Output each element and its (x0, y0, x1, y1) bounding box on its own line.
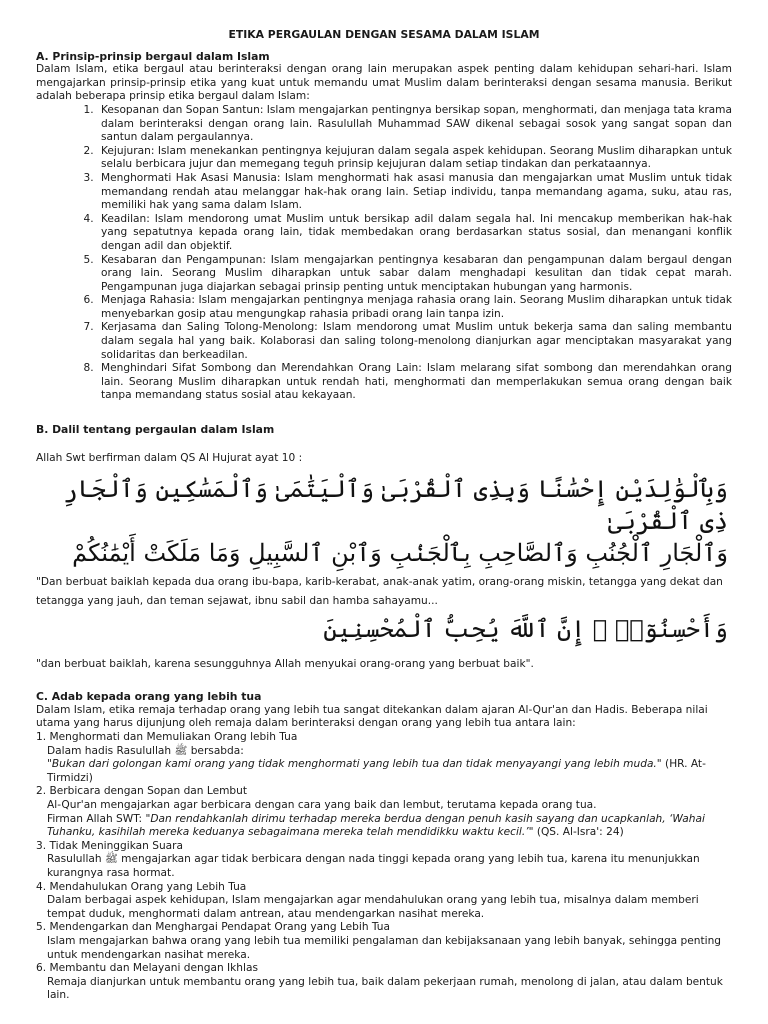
arabic-verse-1-line-1: وَبِٱلْوَٰلِدَيْنِ إِحْسَٰنًا وَبِذِى ٱلْقُرْبَىٰ وَٱلْيَتَٰمَىٰ وَٱلْمَسَٰكِينِ وَٱلْجَارِ ذِى ٱلْقُرْبَىٰ (63, 475, 728, 536)
section-b (36, 423, 732, 674)
principle-item: 4. Keadilan: Islam mendorong umat Muslim untuk bersikap adil dalam segala hal. Ini mencakup memberikan hak-hak yang sepatutnya kepada orang lain, tidak membedakan orang berdasarkan status sosial, dan menangani konflik dengan adil dan objektif. (97, 213, 732, 254)
principle-item: 3. Menghormati Hak Asasi Manusia: Islam menghormati hak asasi manusia dan mengajarkan umat Muslim untuk tidak memandang rendah atau melanggar hak-hak orang lain. Setiap individu, tanpa memandang agama, suku, atau ras, memiliki hak yang sama dalam Islam. (97, 172, 732, 213)
adab-item-text: Remaja dianjurkan untuk membantu orang yang lebih tua, baik dalam pekerjaan rumah, menolong di jalan, atau dalam bentuk lain. (47, 975, 723, 1002)
adab-item-quote-line (36, 758, 732, 785)
section-c-heading: C. Adab kepada orang yang lebih tua (36, 690, 262, 704)
adab-item-text: Al-Qur'an mengajarkan agar berbicara dengan cara yang baik dan lembut, terutama kepada orang tua. (47, 798, 597, 811)
verse-intro: Allah Swt berfirman dalam QS Al Hujurat ayat 10 : (36, 451, 303, 464)
adab-item-text: Dalam hadis Rasulullah ﷺ bersabda: (47, 744, 244, 757)
arabic-verse-1-line-2: وَٱلْجَارِ ٱلْجُنُبِ وَٱلصَّاحِبِ بِٱلْجَنۢبِ وَٱبْنِ ٱلسَّبِيلِ وَمَا مَلَكَتْ أَيْمَٰنُكُمْ (72, 539, 728, 568)
adab-item-text: Rasulullah ﷺ mengajarkan agar tidak berbicara dengan nada tinggi kepada orang yang lebih tua, karena itu menunjukkan kurangnya rasa hormat. (47, 853, 700, 879)
adab-item-text: Islam mengajarkan bahwa orang yang lebih tua memiliki pengalaman dan kebijaksanaan yang lebih banyak, sehingga penting untuk mendengarkan nasihat mereka. (47, 934, 722, 961)
principle-item: 7. Kerjasama dan Saling Tolong-Menolong: Islam mendorong umat Muslim untuk bekerja sama dan saling membantu dalam segala hal yang baik. Kolaborasi dan saling tolong-menolong dianjurkan agar menciptakan masyarakat yang solidaritas dan berkeadilan. (97, 321, 732, 362)
section-b-heading: B. Dalil tentang pergaulan dalam Islam (36, 423, 275, 437)
principle-item: 6. Menjaga Rahasia: Islam mengajarkan pentingnya menjaga rahasia orang lain. Seorang Muslim diharapkan untuk tidak menyebarkan gosip atau mengungkap rahasia pribadi orang lain tanpa izin. (97, 294, 732, 321)
section-c-intro: Dalam Islam, etika remaja terhadap orang yang lebih tua sangat ditekankan dalam ajaran Al-Qur'an dan Hadis. Beberapa nilai utama yang harus dijunjung oleh remaja dalam berinteraksi dengan orang yang lebih tua antara lain: (36, 703, 708, 730)
adab-item-heading: 6. Membantu dan Melayani dengan Ikhlas (36, 962, 258, 975)
arabic-verse-2: وَأَحْسِنُوٓا۟ ۛ إِنَّ ٱللَّهَ يُحِبُّ ٱلْمُحْسِنِينَ (323, 615, 728, 644)
adab-item-6 (36, 962, 732, 1003)
verse-translation-1: "Dan berbuat baiklah kepada dua orang ibu-bapa, karib-kerabat, anak-anak yatim, orang-orang miskin, tetangga yang dekat dan tetangga yang jauh, dan teman sejawat, ibnu sabil dan hamba sahayamu... (36, 576, 723, 608)
adab-item-5 (36, 921, 732, 962)
principle-item: 8. Menghindari Sifat Sombong dan Merendahkan Orang Lain: Islam melarang sifat sombong dan merendahkan orang lain. Seorang Muslim diharapkan untuk rendah hati, menghormati dan memperlakukan semua orang dengan baik tanpa memandang status sosial atau kekayaan. (97, 362, 732, 403)
verse-source: (QS. Al-Isra': 24) (533, 826, 624, 839)
adab-item-heading: 4. Mendahulukan Orang yang Lebih Tua (36, 880, 247, 893)
adab-item-1 (36, 731, 732, 785)
arabic-verse-1 (36, 473, 728, 569)
principle-item: 1. Kesopanan dan Sopan Santun: Islam mengajarkan pentingnya bersikap sopan, menghormati, dan menjaga tata krama dalam berinteraksi dengan orang lain. Rasulullah Muhammad SAW dikenal sebagai sosok yang sangat sopan dan santun dalam pergaulannya. (97, 104, 732, 145)
adab-item-4 (36, 881, 732, 922)
hadith-source: (HR. At-Tirmidzi) (47, 758, 706, 784)
section-a-heading: A. Prinsip-prinsip bergaul dalam Islam (36, 49, 270, 63)
principles-list (36, 104, 732, 403)
adab-item-text: Dalam berbagai aspek kehidupan, Islam mengajarkan agar mendahulukan orang yang lebih tua, misalnya dalam memberi tempat duduk, menghormati dalam antrean, atau mendengarkan nasihat mereka. (47, 894, 699, 920)
adab-item-quote-line (36, 813, 732, 840)
section-c (36, 690, 732, 1003)
adab-item-2 (36, 785, 732, 839)
adab-item-heading: 2. Berbicara dengan Sopan dan Lembut (36, 785, 248, 798)
adab-item-3 (36, 840, 732, 881)
document-title: ETIKA PERGAULAN DENGAN SESAMA DALAM ISLAM (228, 28, 540, 41)
adab-item-heading: 5. Mendengarkan dan Menghargai Pendapat Orang yang Lebih Tua (36, 921, 390, 934)
section-a (36, 50, 732, 403)
verse-translation-2: "dan berbuat baiklah, karena sesungguhnya Allah menyukai orang-orang yang berbuat baik". (36, 658, 534, 671)
principle-item: 5. Kesabaran dan Pengampunan: Islam mengajarkan pentingnya kesabaran dan pengampunan dalam bergaul dengan orang lain. Seorang Muslim diharapkan untuk sabar dalam menghadapi kesulitan dan tidak cepat marah. Pengampunan juga diajarkan sebagai prinsip penting untuk menciptakan hubungan yang harmonis. (97, 254, 732, 295)
principle-item: 2. Kejujuran: Islam menekankan pentingnya kejujuran dalam segala aspek kehidupan. Seorang Muslim diharapkan untuk selalu berbicara jujur dan memegang teguh prinsip kejujuran dalam setiap tindakan dan perkataannya. (97, 145, 732, 172)
hadith-quote: "Bukan dari golongan kami orang yang tidak menghormati yang lebih tua dan tidak menyayangi yang lebih muda." (47, 758, 662, 771)
section-a-intro: Dalam Islam, etika bergaul atau berinteraksi dengan orang lain merupakan aspek penting dalam kehidupan sehari-hari. Islam mengajarkan prinsip-prinsip etika yang kuat untuk memandu umat Muslim dalam berinteraksi dengan sesama manusia. Berikut adalah beberapa prinsip etika bergaul dalam Islam: (36, 63, 732, 103)
verse-quote: "Dan rendahkanlah dirimu terhadap mereka berdua dengan penuh kasih sayang dan ucapkanlah, ‘Wahai Tuhanku, kasihilah mereka keduanya sebagaimana mereka telah mendidikku waktu kecil.’" (47, 812, 705, 839)
quote-prefix: Firman Allah SWT: (47, 812, 146, 825)
adab-item-heading: 3. Tidak Meninggikan Suara (36, 839, 184, 852)
adab-item-heading: 1. Menghormati dan Memuliakan Orang lebih Tua (36, 731, 298, 743)
